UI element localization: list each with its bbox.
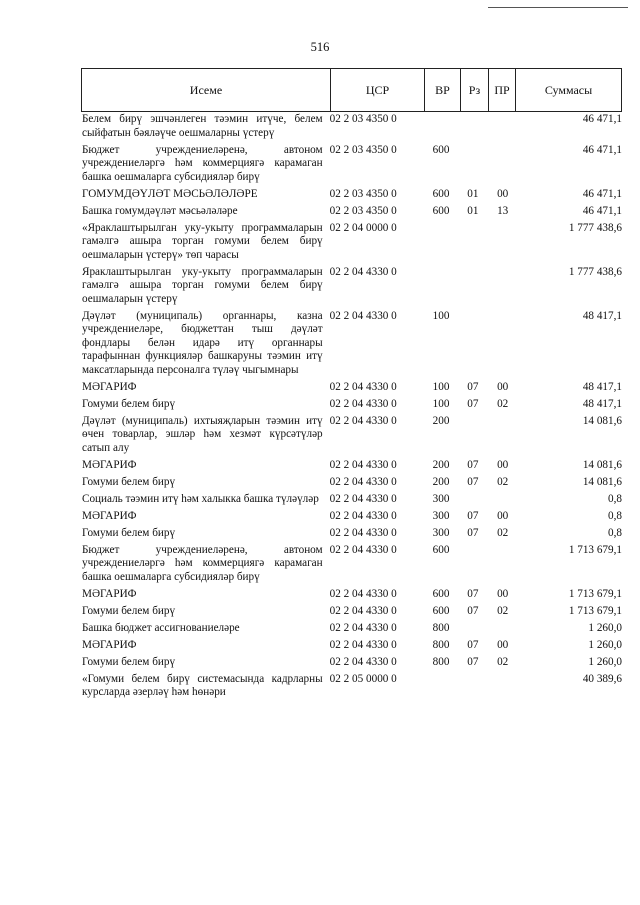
cell-vr: 100 — [432, 397, 450, 410]
cell-csr: 02 2 04 4330 0 — [329, 587, 397, 600]
cell-sum: 1 260,0 — [588, 655, 622, 668]
cell-rz: 07 — [467, 397, 479, 410]
cell-rz — [458, 310, 488, 378]
cell-name: Дәүләт (муниципаль) ихтыяҗларын тәэмин итү өчен товарлар, эшләр һәм хезмәт күрсәтүләр сатып алу — [82, 414, 323, 454]
cell-pr — [488, 622, 518, 636]
cell-vr: 200 — [432, 458, 450, 471]
cell-sum: 1 260,0 — [588, 638, 622, 651]
cell-csr: 02 2 04 4330 0 — [329, 509, 397, 522]
cell-sum: 1 713 679,1 — [568, 587, 622, 600]
cell-csr: 02 2 04 4330 0 — [329, 397, 397, 410]
cell-sum: 48 417,1 — [582, 309, 622, 322]
top-rule — [488, 7, 628, 8]
table-row — [82, 476, 622, 490]
cell-sum: 14 081,6 — [582, 414, 622, 427]
cell-vr — [424, 673, 458, 700]
cell-rz — [458, 493, 488, 507]
cell-pr: 00 — [497, 458, 509, 471]
cell-name: «Гомуми белем бирү системасында кадрларны курсларда әзерләү һәм һөнәри — [82, 672, 323, 698]
cell-name: «Яраклаштырылган уку-укыту программаларын гамәлгә ашыра торган гомуми белем бирү оешмаларын үстерү» төп чарасы — [82, 221, 323, 261]
table-row — [82, 622, 622, 636]
table-row — [82, 459, 622, 473]
table-row — [82, 656, 622, 670]
table-row — [82, 188, 622, 202]
cell-csr: 02 2 03 4350 0 — [329, 187, 397, 200]
cell-pr — [488, 266, 518, 307]
cell-name: МӘГАРИФ — [82, 638, 137, 651]
cell-sum: 48 417,1 — [582, 397, 622, 410]
cell-vr: 300 — [432, 492, 450, 505]
table-body — [82, 113, 622, 703]
header-name: Исеме — [82, 69, 331, 111]
cell-vr: 600 — [432, 187, 450, 200]
table-header — [81, 68, 622, 112]
header-sum: Суммасы — [516, 69, 622, 111]
cell-vr: 800 — [432, 621, 450, 634]
table-row — [82, 113, 622, 140]
table-row — [82, 673, 622, 700]
cell-csr: 02 2 04 4330 0 — [329, 492, 397, 505]
cell-csr: 02 2 04 0000 0 — [329, 221, 397, 234]
cell-rz: 01 — [467, 187, 479, 200]
cell-pr: 02 — [497, 397, 509, 410]
table-row — [82, 398, 622, 412]
cell-sum: 14 081,6 — [582, 458, 622, 471]
cell-pr: 00 — [497, 509, 509, 522]
table-row — [82, 639, 622, 653]
cell-sum: 1 713 679,1 — [568, 543, 622, 556]
cell-rz: 07 — [467, 475, 479, 488]
table-row — [82, 493, 622, 507]
cell-csr: 02 2 03 4350 0 — [329, 113, 397, 125]
cell-pr — [488, 493, 518, 507]
cell-csr: 02 2 04 4330 0 — [329, 655, 397, 668]
table-row — [82, 605, 622, 619]
cell-name: Дәүләт (муниципаль) органнары, казна учреждениеләре, бюджеттан тыш дәүләт фондлары белән идарә итү органнары тарафыннан функцияләр башкаруны тәэмин итү максатларында персоналга түләү чыгымнары — [82, 309, 323, 376]
page-number: 516 — [310, 40, 330, 54]
cell-name: Гомуми белем бирү — [82, 475, 176, 488]
cell-rz — [458, 266, 488, 307]
cell-name: Бюджет учреждениеләренә, автоном учреждениеләргә һәм коммерциягә карамаган башка оешмаларга субсидияләр бирү — [82, 143, 323, 183]
cell-rz: 07 — [467, 526, 479, 539]
header-csr: ЦСР — [331, 69, 425, 111]
cell-vr: 800 — [432, 638, 450, 651]
cell-sum: 46 471,1 — [582, 187, 622, 200]
cell-sum: 0,8 — [608, 509, 622, 522]
cell-pr: 00 — [497, 187, 509, 200]
cell-name: Гомуми белем бирү — [82, 397, 176, 410]
cell-sum: 48 417,1 — [582, 380, 622, 393]
cell-rz — [458, 673, 488, 700]
cell-sum: 1 777 438,6 — [568, 265, 622, 278]
header-rz: Рз — [461, 69, 489, 111]
cell-name: Бюджет учреждениеләренә, автоном учреждениеләргә һәм коммерциягә карамаган башка оешмаларга субсидияләр бирү — [82, 543, 323, 583]
cell-vr: 300 — [432, 526, 450, 539]
cell-csr: 02 2 05 0000 0 — [329, 672, 397, 685]
cell-name: МӘГАРИФ — [82, 380, 137, 393]
cell-name: ГОМУМДӘҮЛӘТ МӘСЬӘЛӘЛӘРЕ — [82, 187, 258, 200]
cell-rz: 07 — [467, 655, 479, 668]
header-pr: ПР — [489, 69, 516, 111]
cell-vr: 300 — [432, 509, 450, 522]
table-row — [82, 266, 622, 307]
cell-rz — [458, 622, 488, 636]
table-row — [82, 144, 622, 185]
table-row — [82, 588, 622, 602]
cell-vr: 600 — [432, 204, 450, 217]
cell-rz — [458, 222, 488, 263]
cell-pr — [488, 144, 518, 185]
cell-sum: 46 471,1 — [582, 143, 622, 156]
cell-vr: 200 — [432, 475, 450, 488]
cell-pr — [488, 113, 518, 140]
cell-name: Социаль тәэмин итү һәм халыкка башка түләүләр — [82, 492, 319, 505]
cell-pr: 02 — [497, 655, 509, 668]
table-row — [82, 527, 622, 541]
cell-sum: 40 389,6 — [582, 672, 622, 685]
table-row — [82, 510, 622, 524]
cell-vr: 600 — [432, 543, 450, 556]
cell-sum: 0,8 — [608, 526, 622, 539]
cell-csr: 02 2 04 4330 0 — [329, 458, 397, 471]
cell-csr: 02 2 04 4330 0 — [329, 621, 397, 634]
cell-name: Башка гомумдәүләт мәсьәләләре — [82, 204, 238, 217]
table-row — [82, 310, 622, 378]
cell-name: МӘГАРИФ — [82, 509, 137, 522]
cell-sum: 0,8 — [608, 492, 622, 505]
cell-pr — [488, 544, 518, 585]
cell-rz — [458, 144, 488, 185]
cell-pr: 00 — [497, 380, 509, 393]
cell-vr: 600 — [432, 143, 450, 156]
cell-csr: 02 2 04 4330 0 — [329, 414, 397, 427]
cell-name: Белем бирү эшчәнлеген тәэмин итүче, белем сыйфатын бәяләүче оешмаларны үстерү — [82, 113, 323, 139]
cell-csr: 02 2 04 4330 0 — [329, 526, 397, 539]
header-vr: ВР — [425, 69, 461, 111]
cell-name: Яраклаштырылган уку-укыту программаларын гамәлгә ашыра торган гомуми белем бирү оешмаларын үстерү — [82, 265, 323, 305]
cell-csr: 02 2 03 4350 0 — [329, 143, 397, 156]
cell-name: Гомуми белем бирү — [82, 655, 176, 668]
cell-sum: 14 081,6 — [582, 475, 622, 488]
cell-sum: 1 713 679,1 — [568, 604, 622, 617]
cell-csr: 02 2 04 4330 0 — [329, 309, 397, 322]
cell-name: Гомуми белем бирү — [82, 604, 176, 617]
cell-name: МӘГАРИФ — [82, 587, 137, 600]
cell-sum: 46 471,1 — [582, 204, 622, 217]
cell-name: Гомуми белем бирү — [82, 526, 176, 539]
cell-sum: 46 471,1 — [582, 113, 622, 125]
cell-sum: 1 260,0 — [588, 621, 622, 634]
cell-rz: 01 — [467, 204, 479, 217]
cell-rz — [458, 113, 488, 140]
cell-pr — [488, 415, 518, 456]
cell-csr: 02 2 04 4330 0 — [329, 638, 397, 651]
cell-rz: 07 — [467, 604, 479, 617]
cell-vr: 100 — [432, 309, 450, 322]
table-row — [82, 222, 622, 263]
cell-name: Башка бюджет ассигнованиеләре — [82, 621, 240, 634]
cell-pr — [488, 673, 518, 700]
cell-csr: 02 2 04 4330 0 — [329, 604, 397, 617]
cell-csr: 02 2 04 4330 0 — [329, 380, 397, 393]
cell-pr: 00 — [497, 587, 509, 600]
table-row — [82, 415, 622, 456]
cell-rz: 07 — [467, 458, 479, 471]
cell-pr: 02 — [497, 475, 509, 488]
cell-sum: 1 777 438,6 — [568, 221, 622, 234]
cell-pr — [488, 310, 518, 378]
cell-pr: 02 — [497, 604, 509, 617]
cell-csr: 02 2 04 4330 0 — [329, 543, 397, 556]
cell-vr: 800 — [432, 655, 450, 668]
cell-rz — [458, 544, 488, 585]
table-row — [82, 381, 622, 395]
cell-pr: 00 — [497, 638, 509, 651]
cell-rz: 07 — [467, 587, 479, 600]
cell-vr — [424, 222, 458, 263]
cell-pr — [488, 222, 518, 263]
table-row — [82, 544, 622, 585]
cell-rz: 07 — [467, 380, 479, 393]
cell-vr: 600 — [432, 587, 450, 600]
table-row — [82, 205, 622, 219]
cell-rz: 07 — [467, 509, 479, 522]
cell-vr: 100 — [432, 380, 450, 393]
cell-rz — [458, 415, 488, 456]
cell-pr: 02 — [497, 526, 509, 539]
cell-csr: 02 2 04 4330 0 — [329, 475, 397, 488]
cell-vr — [424, 266, 458, 307]
cell-csr: 02 2 03 4350 0 — [329, 204, 397, 217]
cell-rz: 07 — [467, 638, 479, 651]
cell-vr — [424, 113, 458, 140]
cell-pr: 13 — [497, 204, 509, 217]
cell-csr: 02 2 04 4330 0 — [329, 265, 397, 278]
cell-vr: 600 — [432, 604, 450, 617]
cell-vr: 200 — [432, 414, 450, 427]
cell-name: МӘГАРИФ — [82, 458, 137, 471]
